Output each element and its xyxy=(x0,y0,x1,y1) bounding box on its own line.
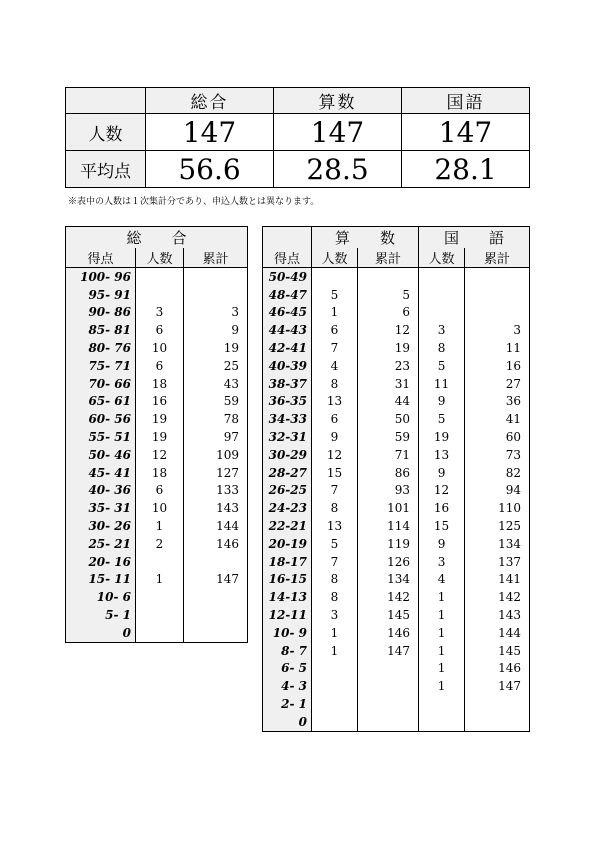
math-count-cell xyxy=(312,713,358,731)
header-japanese-count: 人数 xyxy=(419,248,465,268)
math-count-cell: 3 xyxy=(312,606,358,624)
japanese-cumulative-cell: 11 xyxy=(465,339,530,357)
math-count-cell: 7 xyxy=(312,553,358,571)
math-count-cell xyxy=(312,660,358,678)
japanese-table-title: 国 語 xyxy=(419,227,530,249)
count-cell: 6 xyxy=(136,321,184,339)
table-row xyxy=(66,624,248,642)
summary-average-japanese: 28.1 xyxy=(402,151,530,188)
cumulative-cell: 143 xyxy=(184,499,248,517)
table-row xyxy=(66,482,248,500)
summary-label-average: 平均点 xyxy=(66,151,146,188)
math-cumulative-cell: 114 xyxy=(358,517,419,535)
count-cell: 1 xyxy=(136,571,184,589)
table-row xyxy=(66,446,248,464)
score-range: 100- 96 xyxy=(66,268,136,286)
math-cumulative-cell xyxy=(358,713,419,731)
cumulative-cell xyxy=(184,553,248,571)
cumulative-cell: 43 xyxy=(184,375,248,393)
table-row xyxy=(263,286,530,304)
score-range: 32-31 xyxy=(263,428,312,446)
japanese-cumulative-cell: 73 xyxy=(465,446,530,464)
subject-subheader-row xyxy=(263,248,530,268)
table-row xyxy=(66,499,248,517)
score-range: 40-39 xyxy=(263,357,312,375)
score-range: 46-45 xyxy=(263,304,312,322)
count-cell: 6 xyxy=(136,357,184,375)
count-cell xyxy=(136,286,184,304)
count-cell: 18 xyxy=(136,464,184,482)
japanese-count-cell: 13 xyxy=(419,446,465,464)
math-cumulative-cell: 86 xyxy=(358,464,419,482)
math-count-cell: 6 xyxy=(312,410,358,428)
summary-count-japanese: 147 xyxy=(402,114,530,151)
math-cumulative-cell: 146 xyxy=(358,624,419,642)
math-cumulative-cell: 59 xyxy=(358,428,419,446)
japanese-count-cell xyxy=(419,713,465,731)
header-math-cumulative: 累計 xyxy=(358,248,419,268)
table-row xyxy=(66,606,248,624)
header-cumulative: 累計 xyxy=(184,248,248,268)
score-range: 65- 61 xyxy=(66,393,136,411)
score-range: 10- 6 xyxy=(66,588,136,606)
score-range: 22-21 xyxy=(263,517,312,535)
cumulative-cell: 25 xyxy=(184,357,248,375)
table-row xyxy=(66,535,248,553)
cumulative-cell: 109 xyxy=(184,446,248,464)
score-range: 24-23 xyxy=(263,499,312,517)
cumulative-cell: 133 xyxy=(184,482,248,500)
japanese-count-cell: 19 xyxy=(419,428,465,446)
count-cell: 16 xyxy=(136,393,184,411)
footnote: ※表中の人数は１次集計分であり、申込人数とは異なります。 xyxy=(68,197,320,207)
japanese-count-cell: 5 xyxy=(419,357,465,375)
cumulative-cell: 97 xyxy=(184,428,248,446)
japanese-cumulative-cell: 82 xyxy=(465,464,530,482)
header-score: 得点 xyxy=(66,248,136,268)
score-range: 20-19 xyxy=(263,535,312,553)
header-math-count: 人数 xyxy=(312,248,358,268)
count-cell: 19 xyxy=(136,410,184,428)
score-range: 5- 1 xyxy=(66,606,136,624)
summary-label-count: 人数 xyxy=(66,114,146,151)
score-range: 75- 71 xyxy=(66,357,136,375)
math-cumulative-cell: 147 xyxy=(358,642,419,660)
japanese-count-cell xyxy=(419,304,465,322)
japanese-count-cell: 5 xyxy=(419,410,465,428)
score-range: 44-43 xyxy=(263,321,312,339)
table-row xyxy=(66,464,248,482)
math-count-cell: 8 xyxy=(312,571,358,589)
japanese-cumulative-cell: 36 xyxy=(465,393,530,411)
table-row xyxy=(263,660,530,678)
score-range: 55- 51 xyxy=(66,428,136,446)
count-cell xyxy=(136,624,184,642)
japanese-count-cell xyxy=(419,286,465,304)
japanese-count-cell: 12 xyxy=(419,482,465,500)
summary-corner-cell xyxy=(66,88,146,114)
table-row xyxy=(66,286,248,304)
table-row xyxy=(66,357,248,375)
japanese-cumulative-cell: 41 xyxy=(465,410,530,428)
japanese-count-cell: 8 xyxy=(419,339,465,357)
japanese-count-cell xyxy=(419,268,465,286)
math-cumulative-cell xyxy=(358,695,419,713)
table-row xyxy=(263,304,530,322)
table-row xyxy=(263,428,530,446)
summary-table xyxy=(65,87,530,188)
total-table-title: 総 合 xyxy=(66,227,248,249)
score-range: 20- 16 xyxy=(66,553,136,571)
header-japanese-cumulative: 累計 xyxy=(465,248,530,268)
table-row xyxy=(263,499,530,517)
table-row xyxy=(263,553,530,571)
math-count-cell: 5 xyxy=(312,535,358,553)
japanese-count-cell: 15 xyxy=(419,517,465,535)
cumulative-cell xyxy=(184,606,248,624)
score-range: 45- 41 xyxy=(66,464,136,482)
table-row xyxy=(263,268,530,286)
score-range: 90- 86 xyxy=(66,304,136,322)
math-count-cell: 6 xyxy=(312,321,358,339)
count-cell: 6 xyxy=(136,482,184,500)
score-range: 42-41 xyxy=(263,339,312,357)
score-range: 0 xyxy=(66,624,136,642)
math-table-title: 算 数 xyxy=(312,227,419,249)
score-range: 2- 1 xyxy=(263,695,312,713)
math-count-cell: 7 xyxy=(312,482,358,500)
score-range: 12-11 xyxy=(263,606,312,624)
japanese-count-cell: 1 xyxy=(419,660,465,678)
count-cell xyxy=(136,268,184,286)
score-range: 60- 56 xyxy=(66,410,136,428)
count-cell: 2 xyxy=(136,535,184,553)
table-row xyxy=(66,571,248,589)
japanese-count-cell: 9 xyxy=(419,535,465,553)
math-count-cell: 1 xyxy=(312,304,358,322)
math-count-cell xyxy=(312,268,358,286)
summary-average-total: 56.6 xyxy=(146,151,274,188)
score-range: 80- 76 xyxy=(66,339,136,357)
japanese-cumulative-cell xyxy=(465,268,530,286)
score-range: 48-47 xyxy=(263,286,312,304)
count-cell: 3 xyxy=(136,304,184,322)
count-cell: 19 xyxy=(136,428,184,446)
japanese-count-cell: 1 xyxy=(419,588,465,606)
score-range: 30- 26 xyxy=(66,517,136,535)
japanese-count-cell: 11 xyxy=(419,375,465,393)
japanese-cumulative-cell: 144 xyxy=(465,624,530,642)
score-range: 36-35 xyxy=(263,393,312,411)
math-cumulative-cell: 5 xyxy=(358,286,419,304)
total-distribution-table xyxy=(65,226,248,643)
score-range: 6- 5 xyxy=(263,660,312,678)
score-range: 14-13 xyxy=(263,588,312,606)
score-range: 28-27 xyxy=(263,464,312,482)
math-count-cell: 4 xyxy=(312,357,358,375)
count-cell: 1 xyxy=(136,517,184,535)
math-cumulative-cell: 93 xyxy=(358,482,419,500)
math-cumulative-cell xyxy=(358,660,419,678)
cumulative-cell: 59 xyxy=(184,393,248,411)
table-row xyxy=(263,606,530,624)
japanese-cumulative-cell xyxy=(465,286,530,304)
japanese-cumulative-cell: 142 xyxy=(465,588,530,606)
japanese-count-cell: 1 xyxy=(419,624,465,642)
summary-count-math: 147 xyxy=(274,114,402,151)
math-count-cell: 7 xyxy=(312,339,358,357)
math-cumulative-cell: 142 xyxy=(358,588,419,606)
summary-average-math: 28.5 xyxy=(274,151,402,188)
table-row xyxy=(66,268,248,286)
header-count: 人数 xyxy=(136,248,184,268)
summary-header-math: 算数 xyxy=(274,88,402,114)
math-cumulative-cell: 134 xyxy=(358,571,419,589)
summary-header-japanese: 国語 xyxy=(402,88,530,114)
table-row xyxy=(263,588,530,606)
japanese-count-cell xyxy=(419,695,465,713)
japanese-count-cell: 4 xyxy=(419,571,465,589)
score-range: 30-29 xyxy=(263,446,312,464)
subject-distribution-table xyxy=(262,226,530,732)
table-row xyxy=(263,410,530,428)
japanese-cumulative-cell: 137 xyxy=(465,553,530,571)
table-row xyxy=(263,464,530,482)
math-count-cell xyxy=(312,695,358,713)
japanese-cumulative-cell: 3 xyxy=(465,321,530,339)
math-count-cell: 15 xyxy=(312,464,358,482)
japanese-cumulative-cell: 147 xyxy=(465,677,530,695)
math-count-cell: 1 xyxy=(312,624,358,642)
math-cumulative-cell: 145 xyxy=(358,606,419,624)
count-cell: 18 xyxy=(136,375,184,393)
table-row xyxy=(66,304,248,322)
japanese-count-cell: 3 xyxy=(419,321,465,339)
cumulative-cell xyxy=(184,624,248,642)
math-cumulative-cell: 12 xyxy=(358,321,419,339)
table-row xyxy=(66,393,248,411)
summary-row-count xyxy=(66,114,530,151)
japanese-count-cell: 9 xyxy=(419,464,465,482)
score-range: 25- 21 xyxy=(66,535,136,553)
table-row xyxy=(263,446,530,464)
subject-title-row xyxy=(263,227,530,249)
table-row xyxy=(263,375,530,393)
cumulative-cell: 9 xyxy=(184,321,248,339)
summary-row-average xyxy=(66,151,530,188)
japanese-cumulative-cell: 125 xyxy=(465,517,530,535)
summary-count-total: 147 xyxy=(146,114,274,151)
math-cumulative-cell: 6 xyxy=(358,304,419,322)
score-range: 50- 46 xyxy=(66,446,136,464)
math-cumulative-cell xyxy=(358,677,419,695)
table-row xyxy=(263,695,530,713)
table-row xyxy=(66,410,248,428)
score-range: 50-49 xyxy=(263,268,312,286)
cumulative-cell: 146 xyxy=(184,535,248,553)
japanese-count-cell: 9 xyxy=(419,393,465,411)
table-row xyxy=(66,339,248,357)
math-count-cell: 13 xyxy=(312,393,358,411)
score-range: 95- 91 xyxy=(66,286,136,304)
japanese-cumulative-cell: 27 xyxy=(465,375,530,393)
japanese-cumulative-cell: 60 xyxy=(465,428,530,446)
math-cumulative-cell: 31 xyxy=(358,375,419,393)
cumulative-cell xyxy=(184,286,248,304)
cumulative-cell: 78 xyxy=(184,410,248,428)
japanese-cumulative-cell: 145 xyxy=(465,642,530,660)
total-subheader-row xyxy=(66,248,248,268)
cumulative-cell: 144 xyxy=(184,517,248,535)
score-range: 40- 36 xyxy=(66,482,136,500)
japanese-count-cell: 3 xyxy=(419,553,465,571)
table-row xyxy=(263,393,530,411)
score-range: 15- 11 xyxy=(66,571,136,589)
table-row xyxy=(263,321,530,339)
score-range: 38-37 xyxy=(263,375,312,393)
math-cumulative-cell: 101 xyxy=(358,499,419,517)
cumulative-cell xyxy=(184,588,248,606)
math-count-cell: 5 xyxy=(312,286,358,304)
score-range: 8- 7 xyxy=(263,642,312,660)
math-cumulative-cell: 50 xyxy=(358,410,419,428)
count-cell: 12 xyxy=(136,446,184,464)
cumulative-cell xyxy=(184,268,248,286)
score-range: 34-33 xyxy=(263,410,312,428)
table-row xyxy=(66,588,248,606)
table-row xyxy=(263,571,530,589)
math-count-cell: 13 xyxy=(312,517,358,535)
count-cell: 10 xyxy=(136,339,184,357)
math-count-cell: 8 xyxy=(312,588,358,606)
math-count-cell: 1 xyxy=(312,642,358,660)
table-row xyxy=(263,535,530,553)
score-range: 10- 9 xyxy=(263,624,312,642)
japanese-count-cell: 16 xyxy=(419,499,465,517)
table-row xyxy=(66,375,248,393)
score-range: 16-15 xyxy=(263,571,312,589)
japanese-cumulative-cell: 143 xyxy=(465,606,530,624)
table-row xyxy=(263,517,530,535)
japanese-count-cell: 1 xyxy=(419,642,465,660)
table-row xyxy=(263,357,530,375)
japanese-cumulative-cell: 141 xyxy=(465,571,530,589)
math-cumulative-cell: 126 xyxy=(358,553,419,571)
score-range: 70- 66 xyxy=(66,375,136,393)
math-cumulative-cell: 119 xyxy=(358,535,419,553)
math-count-cell: 9 xyxy=(312,428,358,446)
japanese-cumulative-cell: 94 xyxy=(465,482,530,500)
score-range: 4- 3 xyxy=(263,677,312,695)
total-title-row xyxy=(66,227,248,249)
score-range: 0 xyxy=(263,713,312,731)
math-cumulative-cell: 19 xyxy=(358,339,419,357)
table-row xyxy=(263,713,530,731)
math-count-cell: 8 xyxy=(312,499,358,517)
math-count-cell xyxy=(312,677,358,695)
count-cell xyxy=(136,588,184,606)
table-row xyxy=(263,677,530,695)
subject-corner-cell xyxy=(263,227,312,249)
japanese-cumulative-cell xyxy=(465,695,530,713)
table-row xyxy=(66,428,248,446)
cumulative-cell: 127 xyxy=(184,464,248,482)
table-row xyxy=(66,553,248,571)
cumulative-cell: 19 xyxy=(184,339,248,357)
japanese-cumulative-cell: 16 xyxy=(465,357,530,375)
count-cell xyxy=(136,606,184,624)
score-range: 18-17 xyxy=(263,553,312,571)
summary-header-row xyxy=(66,88,530,114)
table-row xyxy=(263,482,530,500)
score-range: 26-25 xyxy=(263,482,312,500)
japanese-cumulative-cell: 146 xyxy=(465,660,530,678)
count-cell: 10 xyxy=(136,499,184,517)
math-count-cell: 8 xyxy=(312,375,358,393)
cumulative-cell: 147 xyxy=(184,571,248,589)
table-row xyxy=(263,339,530,357)
cumulative-cell: 3 xyxy=(184,304,248,322)
japanese-count-cell: 1 xyxy=(419,677,465,695)
japanese-count-cell: 1 xyxy=(419,606,465,624)
japanese-cumulative-cell: 134 xyxy=(465,535,530,553)
japanese-cumulative-cell xyxy=(465,713,530,731)
score-range: 85- 81 xyxy=(66,321,136,339)
table-row xyxy=(263,642,530,660)
score-range: 35- 31 xyxy=(66,499,136,517)
header-score: 得点 xyxy=(263,248,312,268)
math-cumulative-cell: 44 xyxy=(358,393,419,411)
japanese-cumulative-cell xyxy=(465,304,530,322)
math-cumulative-cell: 71 xyxy=(358,446,419,464)
math-cumulative-cell: 23 xyxy=(358,357,419,375)
table-row xyxy=(66,321,248,339)
japanese-cumulative-cell: 110 xyxy=(465,499,530,517)
summary-header-total: 総合 xyxy=(146,88,274,114)
table-row xyxy=(263,624,530,642)
math-cumulative-cell xyxy=(358,268,419,286)
count-cell xyxy=(136,553,184,571)
table-row xyxy=(66,517,248,535)
math-count-cell: 12 xyxy=(312,446,358,464)
